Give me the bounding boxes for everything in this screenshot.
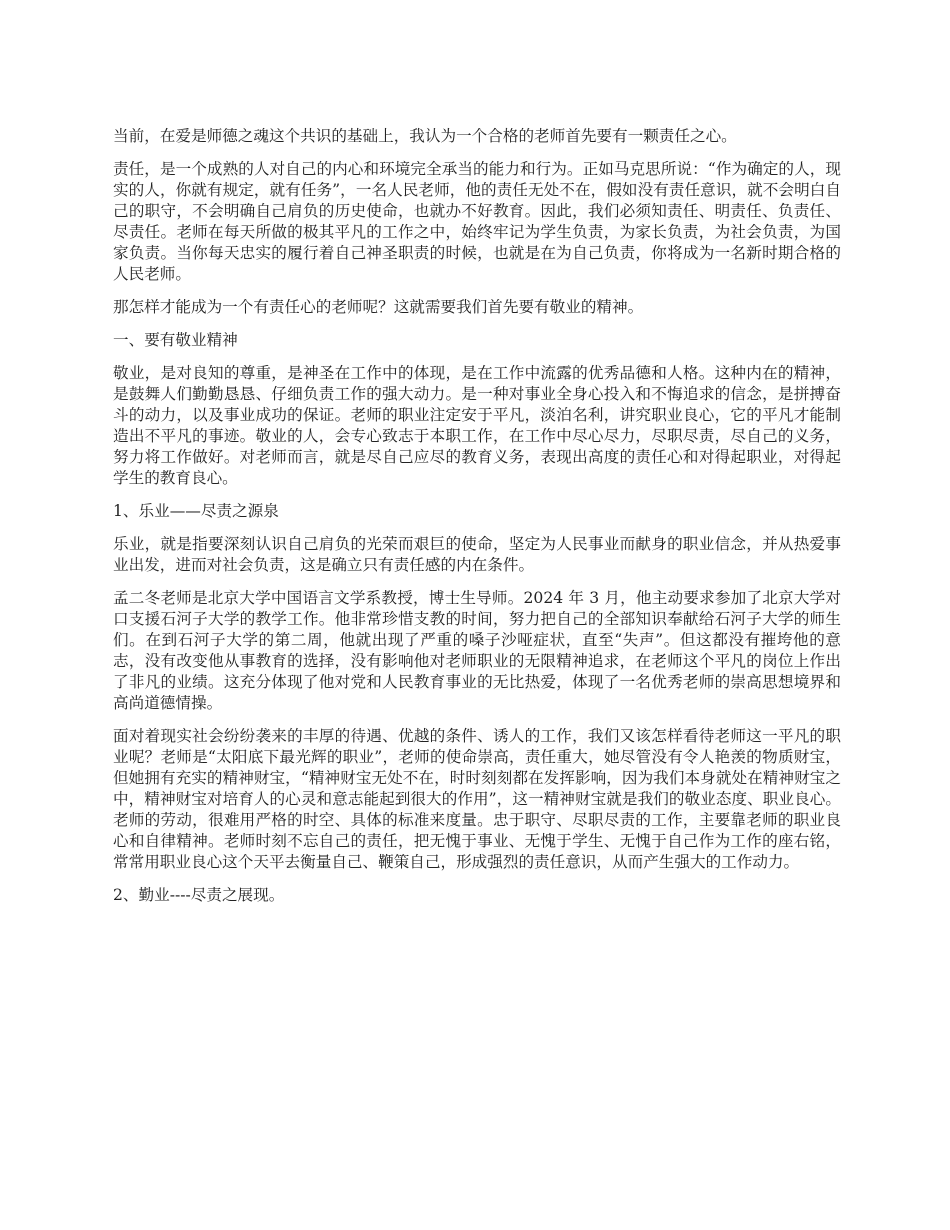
paragraph-enjoy-work: 乐业，就是指要深刻认识自己肩负的光荣而艰巨的使命，坚定为人民事业而献身的职业信念，并从热爱事业出发，进而对社会负责，这是确立只有责任感的内在条件。	[113, 535, 841, 574]
paragraph-responsibility: 责任，是一个成熟的人对自己的内心和环境完全承当的能力和行为。正如马克思所说：“作为确定的人，现实的人，你就有规定，就有任务”，一名人民老师，他的责任无处不在，假如没有责任意识，就不会明白自己的职守，不会明确自己肩负的历史使命，也就办不好教育。因此，我们必须知责任、明责任、负责任、尽责任。老师在每天所做的极其平凡的工作之中，始终牢记为学生负责，为家长负责，为社会负责，为国家负责。当你每天忠实的履行着自己神圣职责的时候，也就是在为自己负责，你将成为一名新时期合格的人民老师。	[113, 160, 841, 283]
paragraph-dedication: 敬业，是对良知的尊重，是神圣在工作中的体现，是在工作中流露的优秀品德和人格。这种内在的精神，是鼓舞人们勤勤恳恳、仔细负责工作的强大动力。是一种对事业全身心投入和不悔追求的信念，是拼搏奋斗的动力，以及事业成功的保证。老师的职业注定安于平凡，淡泊名利，讲究职业良心，它的平凡才能制造出不平凡的事迹。敬业的人，会专心致志于本职工作，在工作中尽心尽力，尽职尽责，尽自己的义务，努力将工作做好。对老师而言，就是尽自己应尽的教育义务，表现出高度的责任心和对得起职业，对得起学生的教育良心。	[113, 364, 841, 487]
paragraph-intro: 当前，在爱是师德之魂这个共识的基础上，我认为一个合格的老师首先要有一颗责任之心。	[113, 127, 737, 145]
section-heading-dedication: 一、要有敬业精神	[113, 331, 238, 349]
paragraph-example-teacher: 孟二冬老师是北京大学中国语言文学系教授，博士生导师。2024 年 3 月，他主动要求参加了北京大学对口支援石河子大学的教学工作。他非常珍惜支教的时间，努力把自己的全部知识奉献给石河子大学的师生们。在到石河子大学的第二周，他就出现了严重的嗓子沙哑症状，直至“失声”。但这都没有摧垮他的意志，没有改变他从事教育的选择，没有影响他对老师职业的无限精神追求，在老师这个平凡的岗位上作出了非凡的业绩。这充分体现了他对党和人民教育事业的无比热爱，体现了一名优秀老师的崇高思想境界和高尚道德情操。	[113, 589, 841, 712]
subsection-heading-enjoy-work: 1、乐业——尽责之源泉	[113, 502, 279, 520]
paragraph-question: 那怎样才能成为一个有责任心的老师呢？这就需要我们首先要有敬业的精神。	[113, 298, 644, 316]
subsection-heading-diligence: 2、勤业----尽责之展现。	[113, 886, 285, 904]
paragraph-spiritual-wealth: 面对着现实社会纷纷袭来的丰厚的待遇、优越的条件、诱人的工作，我们又该怎样看待老师这一平凡的职业呢？老师是“太阳底下最光辉的职业”，老师的使命崇高，责任重大，她尽管没有令人艳羡的物质财宝，但她拥有充实的精神财宝，“精神财宝无处不在，时时刻刻都在发挥影响，因为我们本身就处在精神财宝之中，精神财宝对培育人的心灵和意志能起到很大的作用”，这一精神财宝就是我们的敬业态度、职业良心。老师的劳动，很难用严格的时空、具体的标准来度量。忠于职守、尽职尽责的工作，主要靠老师的职业良心和自律精神。老师时刻不忘自己的责任，把无愧于事业、无愧于学生、无愧于自己作为工作的座右铭，常常用职业良心这个天平去衡量自己、鞭策自己，形成强烈的责任意识，从而产生强大的工作动力。	[113, 727, 841, 871]
document-body	[113, 126, 841, 918]
